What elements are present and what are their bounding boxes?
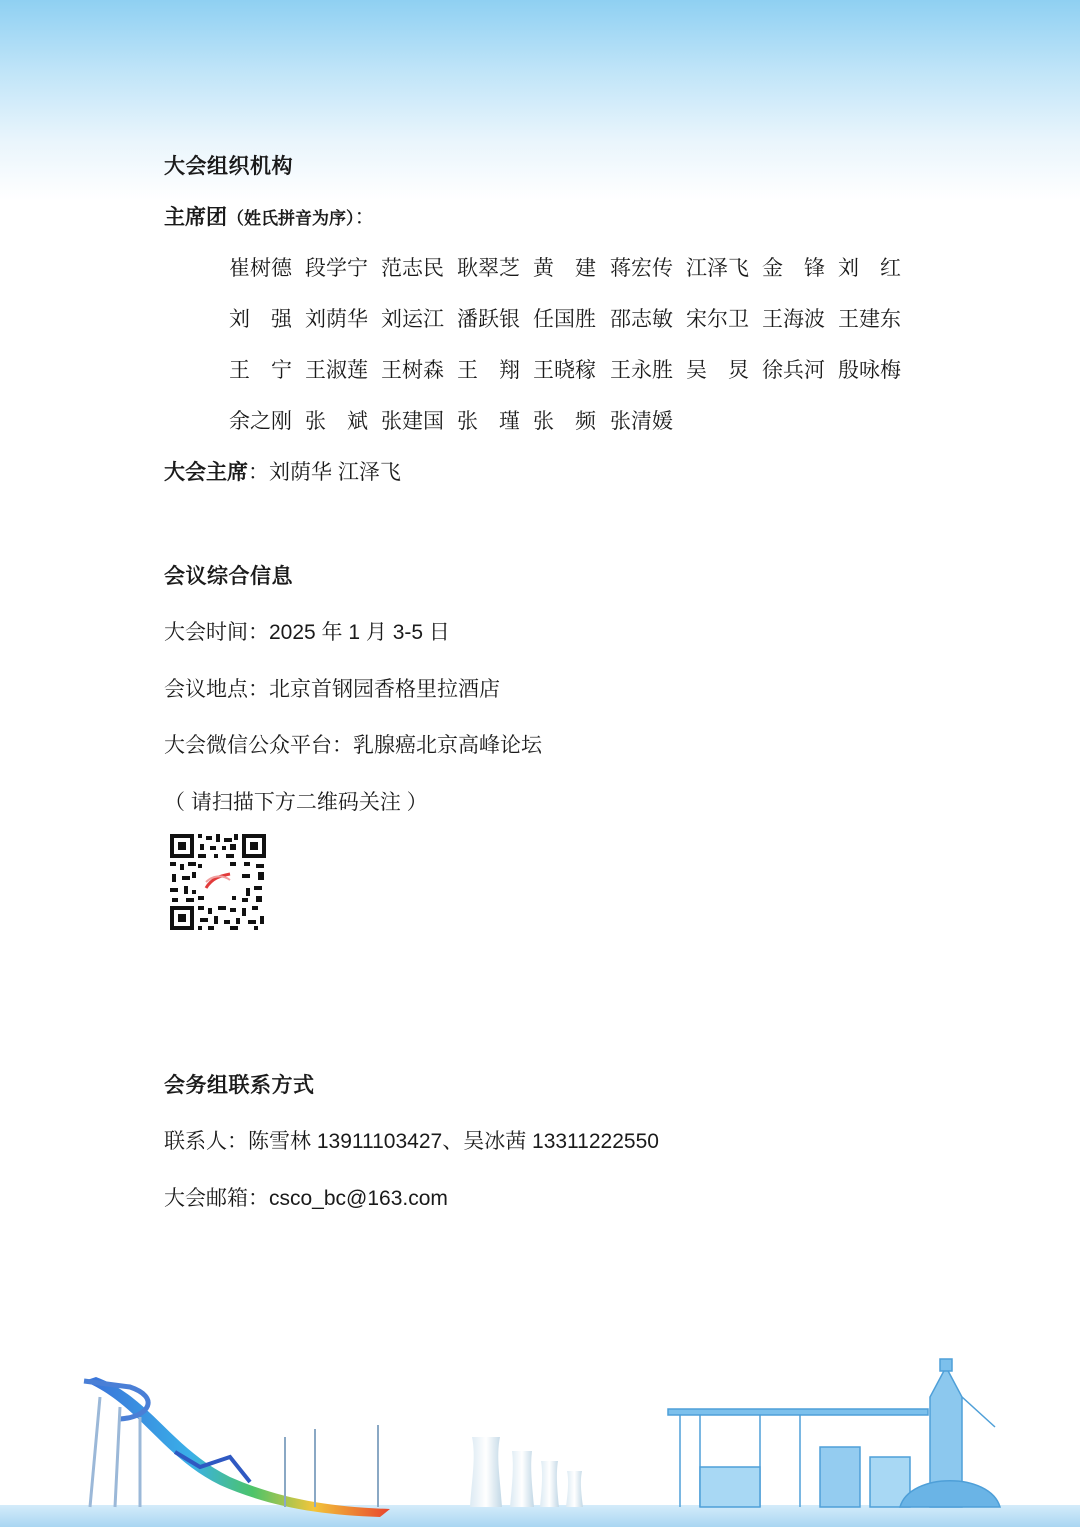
member-name: 金 锋 <box>762 257 825 280</box>
member-name: 任国胜 <box>533 308 596 331</box>
member-name: 江泽飞 <box>686 257 749 280</box>
member-name: 王树森 <box>381 359 444 382</box>
member-name: 殷咏梅 <box>838 359 901 382</box>
member-name: 张清媛 <box>610 410 673 433</box>
meeting-venue: 会议地点：北京首钢园香格里拉酒店 <box>164 678 500 701</box>
member-name: 吴 炅 <box>686 359 749 382</box>
presidium-colon: ： <box>354 206 376 229</box>
member-name: 王永胜 <box>610 359 673 382</box>
member-name: 张建国 <box>381 410 444 433</box>
member-name: 王淑莲 <box>305 359 368 382</box>
chair-label: 大会主席 <box>164 461 248 484</box>
member-name: 范志民 <box>381 257 444 280</box>
member-name: 邵志敏 <box>610 308 673 331</box>
member-name: 蒋宏传 <box>610 257 673 280</box>
presidium-note: （姓氏拼音为序） <box>227 209 355 228</box>
member-name: 张 频 <box>533 410 596 433</box>
chair-line <box>164 456 401 486</box>
footer-illustration <box>0 1357 1080 1527</box>
member-name: 刘 红 <box>838 257 901 280</box>
member-name: 刘运江 <box>381 308 444 331</box>
member-name: 王 宁 <box>229 359 292 382</box>
industrial-skyline-icon <box>668 1359 1000 1507</box>
member-name: 王 翔 <box>457 359 520 382</box>
contact-email: 大会邮箱：csco_bc@163.com <box>164 1187 448 1210</box>
contact-people: 联系人：陈雪林 13911103427、吴冰茜 13311222550 <box>164 1130 659 1153</box>
qr-code[interactable] <box>168 832 268 932</box>
member-name: 宋尔卫 <box>686 308 749 331</box>
member-name: 崔树德 <box>229 257 292 280</box>
meeting-time: 大会时间：2025 年 1 月 3-5 日 <box>164 621 450 644</box>
info-heading: 会议综合信息 <box>164 565 293 588</box>
member-name: 段学宁 <box>305 257 368 280</box>
member-name: 耿翠芝 <box>457 257 520 280</box>
cooling-towers-icon <box>470 1437 583 1507</box>
member-name: 王海波 <box>762 308 825 331</box>
member-name: 徐兵河 <box>762 359 825 382</box>
member-name: 王晓稼 <box>533 359 596 382</box>
contact-heading: 会务组联系方式 <box>164 1074 315 1097</box>
member-name: 张 瑾 <box>457 410 520 433</box>
scan-note: （ 请扫描下方二维码关注 ） <box>164 791 428 814</box>
member-name: 刘荫华 <box>305 308 368 331</box>
wechat-platform: 大会微信公众平台：乳腺癌北京高峰论坛 <box>164 734 542 757</box>
presidium-label: 主席团 <box>164 206 227 229</box>
ground-band <box>0 1505 1080 1527</box>
member-name: 潘跃银 <box>457 308 520 331</box>
member-name: 张 斌 <box>305 410 368 433</box>
member-name: 黄 建 <box>533 257 596 280</box>
member-name: 刘 强 <box>229 308 292 331</box>
ski-jump-icon <box>84 1377 390 1517</box>
org-heading: 大会组织机构 <box>164 155 293 178</box>
chair-value: ：刘荫华 江泽飞 <box>248 461 401 484</box>
member-name: 余之刚 <box>229 410 292 433</box>
member-name: 王建东 <box>838 308 901 331</box>
light-poles-icon <box>285 1425 378 1507</box>
presidium-line <box>164 201 376 231</box>
